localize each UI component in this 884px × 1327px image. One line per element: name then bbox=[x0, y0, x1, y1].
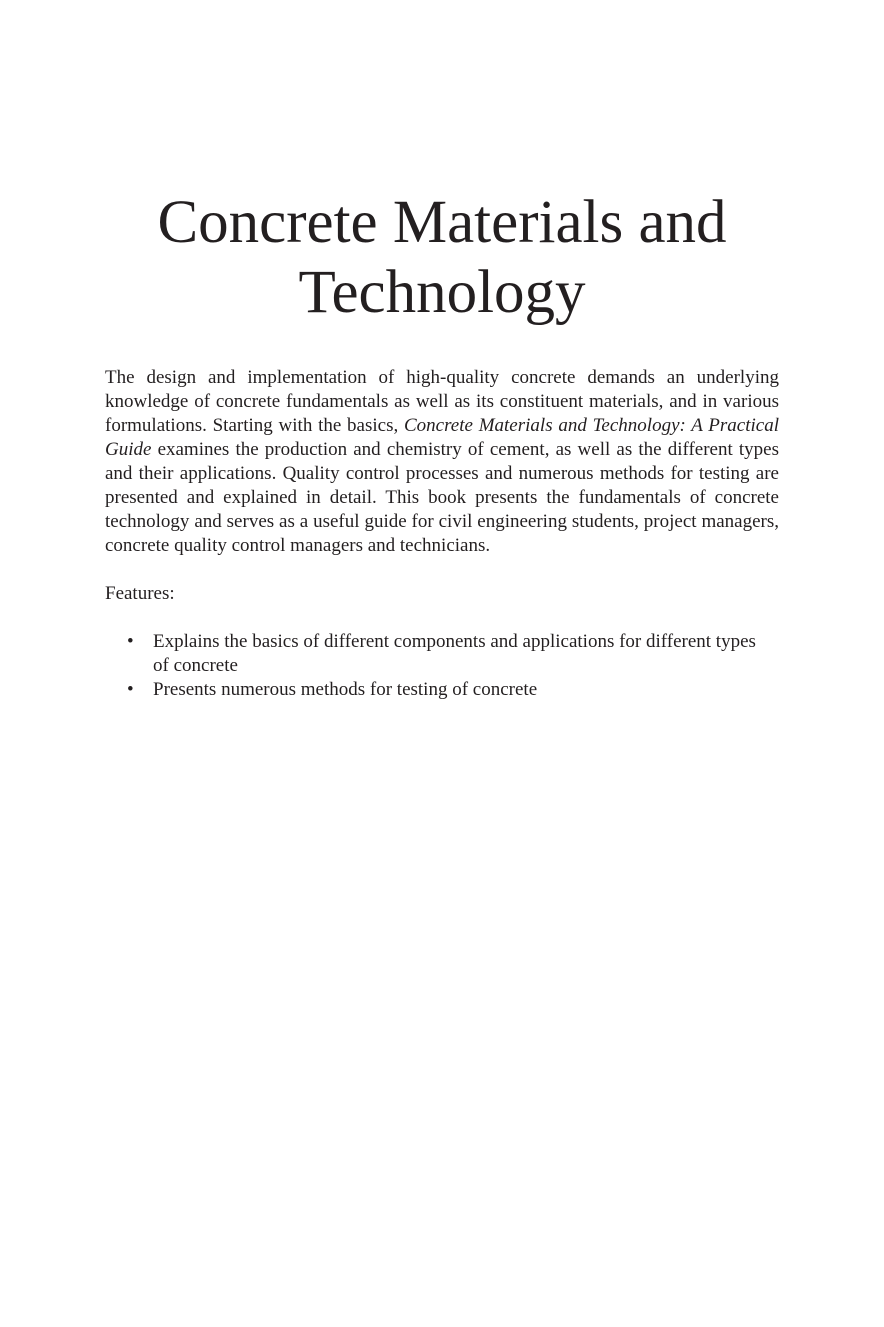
bullet-icon: • bbox=[127, 631, 134, 652]
description-part-1: The design and implementation of high-quality concrete demands an underlying knowledge of concrete fundamentals as well as its constituent materials, and in various formulations. Starting with the basics, bbox=[105, 367, 779, 436]
list-item bbox=[105, 630, 763, 678]
description-book-title: Concrete Materials and Technology: A Practical Guide bbox=[105, 415, 779, 460]
list-item bbox=[105, 678, 763, 702]
description-part-2: examines the production and chemistry of cement, as well as the different types and their applications. Quality control processes and numerous methods for testing are presented and explained in detail. This book presents the fundamentals of concrete technology and serves as a useful guide for civil engineering students, project managers, concrete quality control managers and technicians. bbox=[105, 439, 779, 556]
feature-text: Presents numerous methods for testing of concrete bbox=[153, 679, 538, 700]
feature-text: Explains the basics of different components and applications for different types of concrete bbox=[153, 631, 756, 676]
book-description bbox=[105, 366, 779, 558]
features-list bbox=[105, 630, 779, 702]
book-title-line-2: Technology bbox=[298, 259, 586, 326]
book-title bbox=[80, 188, 804, 328]
book-title-line-1: Concrete Materials and bbox=[157, 189, 727, 256]
bullet-icon: • bbox=[127, 679, 134, 700]
features-heading: Features: bbox=[105, 583, 175, 604]
